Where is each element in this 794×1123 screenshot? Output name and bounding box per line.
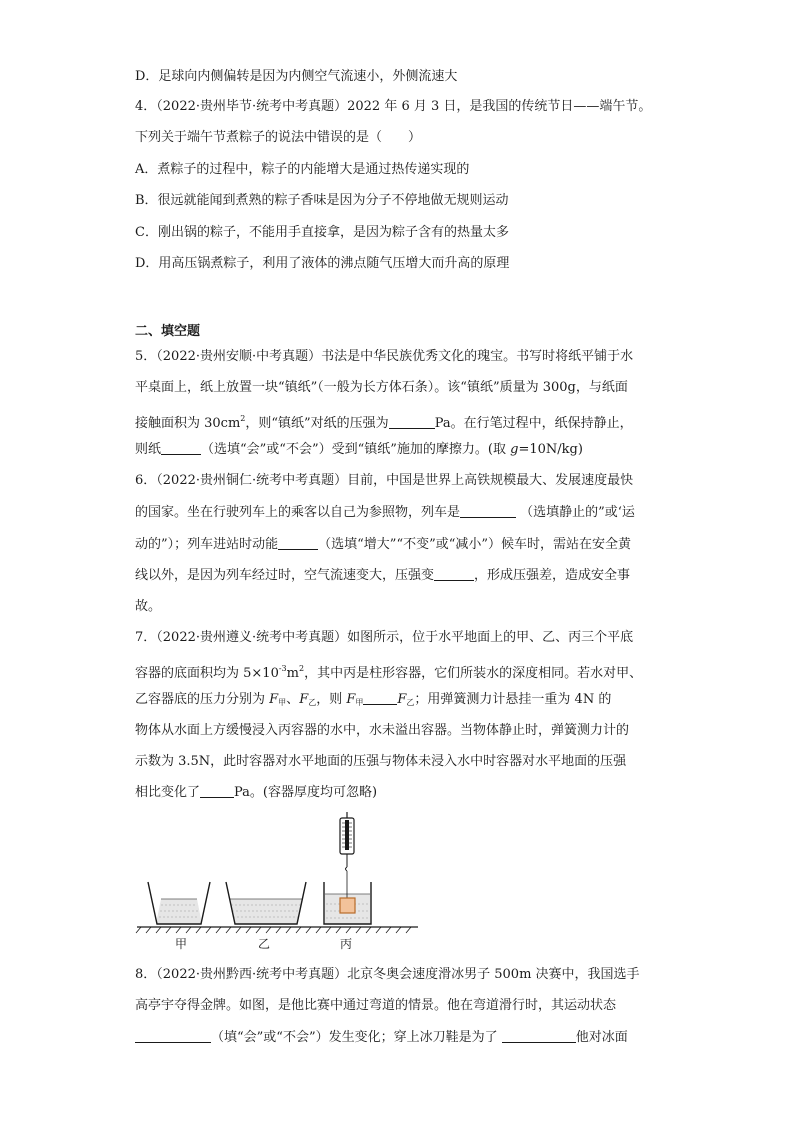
q8-line3-text-b: 他对冰面 — [575, 1030, 628, 1045]
q5-superscript: 2 — [240, 414, 246, 423]
q7-sub-jia-1: 甲 — [278, 698, 287, 707]
q7-sub-jia-2: 甲 — [355, 698, 364, 707]
q7-line2-text-a: 容器的底面积均为 5×10 — [135, 666, 279, 681]
q7-F-symbol-4: F — [397, 692, 407, 707]
q7-separator: 、 — [286, 692, 300, 707]
container-jia — [148, 882, 210, 924]
q8-blank-pressure[interactable] — [502, 1028, 576, 1043]
label-jia: 甲 — [175, 937, 188, 951]
q6-line5: 故。 — [135, 599, 162, 614]
q7-line2-text-c: ，其中丙是柱形容器，它们所装水的深度相同。若水对甲、 — [304, 666, 643, 681]
q7-F-symbol-2: F — [299, 692, 309, 707]
q5-line1: 5．（2022·贵州安顺·中考真题）书法是中华民族优秀文化的瑰宝。书写时将纸平铺于水 — [135, 349, 634, 364]
q6-line3 — [135, 535, 631, 555]
q5-blank-friction[interactable] — [161, 440, 201, 455]
q8-line1: 8．（2022·贵州黔西·统考中考真题）北京冬奥会速度滑冰男子 500m 决赛中，我国选手 — [135, 967, 640, 982]
q7-line1: 7．（2022·贵州遵义·统考中考真题）如图所示，位于水平地面上的甲、乙、丙三个平底 — [135, 630, 634, 645]
section-heading: 二、填空题 — [135, 324, 201, 339]
hanging-block — [340, 898, 355, 913]
q6-blank-pressure[interactable] — [434, 566, 474, 581]
q7-blank-pressure-change[interactable] — [200, 783, 234, 798]
q7-line2-unit: m — [286, 666, 299, 681]
q6-blank-reference[interactable] — [460, 503, 516, 518]
q7-sub-yi-1: 乙 — [308, 698, 317, 707]
q7-line6 — [135, 783, 377, 803]
q4-option-b: B．很远就能闻到煮熟的粽子香味是因为分子不停地做无规则运动 — [135, 193, 509, 208]
q4-stem-line2: 下列关于端午节煮粽子的说法中错误的是（ ） — [135, 130, 422, 145]
q5-blank-pressure[interactable] — [389, 414, 435, 429]
q7-blank-compare[interactable] — [363, 690, 397, 705]
label-bing: 丙 — [340, 937, 353, 951]
q6-blank-kinetic[interactable] — [278, 535, 318, 550]
q7-line6-text-b: Pa。(容器厚度均可忽略) — [234, 785, 378, 800]
q8-line3 — [135, 1028, 628, 1048]
q5-line3 — [135, 409, 633, 434]
label-yi: 乙 — [258, 937, 271, 951]
q7-line3-text-a: 乙容器底的压力分别为 — [135, 692, 270, 707]
q7-F-symbol-1: F — [269, 692, 279, 707]
spring-scale — [340, 812, 354, 871]
q5-line3-text-a: 接触面积为 30cm — [135, 416, 241, 431]
q7-F-symbol-3: F — [346, 692, 356, 707]
q5-line4-text-c: =10N/kg) — [518, 442, 583, 457]
q6-line3-text-a: 动的”）；列车进站时动能 — [135, 537, 279, 552]
q8-blank-motion[interactable] — [135, 1028, 211, 1043]
q7-line3-text-b: ，则 — [316, 692, 347, 707]
container-yi — [226, 882, 306, 924]
q5-line2: 平桌面上，纸上放置一块“镇纸”（一般为长方体石条）。该“镇纸”质量为 300g，与纸面 — [135, 380, 628, 395]
q6-line1: 6．（2022·贵州铜仁·统考中考真题）目前，中国是世界上高铁规模最大、发展速度最快 — [135, 473, 634, 488]
q7-line6-text-a: 相比变化了 — [135, 785, 201, 800]
q8-line2: 高亭宇夺得金牌。如图，是他比赛中通过弯道的情景。他在弯道滑行时，其运动状态 — [135, 998, 617, 1013]
q7-line2 — [135, 659, 642, 684]
q4-option-a: A．煮粽子的过程中，粽子的内能增大是通过热传递实现的 — [135, 162, 470, 177]
q6-line4-text-b: ，形成压强差，造成安全事 — [474, 568, 631, 583]
q7-line3 — [135, 690, 611, 713]
q7-exponent: -3 — [278, 664, 287, 673]
q5-line3-text-b: ，则“镇纸”对纸的压强为 — [245, 416, 389, 431]
q6-line4 — [135, 566, 630, 586]
q6-line4-text-a: 线以外，是因为列车经过时，空气流速变大，压强变 — [135, 568, 435, 583]
q5-line4-text-b: （选填“会”或“不会”）受到“镇纸”施加的摩擦力。(取 — [201, 442, 511, 457]
q7-line3-text-c: ；用弹簧测力计悬挂一重为 4N 的 — [414, 692, 612, 707]
q7-sub-yi-2: 乙 — [406, 698, 415, 707]
q6-line2-text-a: 的国家。坐在行驶列车上的乘客以自己为参照物，列车是 — [135, 505, 461, 520]
q6-line2-text-b: （选填静止的”或‘运 — [520, 505, 635, 520]
q5-g-symbol: g — [510, 442, 519, 457]
q4-option-d: D．用高压锅煮粽子，利用了液体的沸点随气压增大而升高的原理 — [135, 256, 510, 271]
q7-line5: 示数为 3.5N，此时容器对水平地面的压强与物体未浸入水中时容器对水平地面的压强 — [135, 754, 627, 769]
q5-line3-text-c: Pa。在行笔过程中，纸保持静止， — [434, 416, 633, 431]
q5-line4-text-a: 则纸 — [135, 442, 162, 457]
q7-unit-exponent: 2 — [298, 664, 305, 673]
q8-line3-text-a: （填“会”或“不会”）发生变化；穿上冰刀鞋是为了 — [211, 1030, 502, 1045]
q6-line3-text-b: （选填“增大”“不变”或“减小”）候车时，需站在安全黄 — [318, 537, 632, 552]
q6-line2 — [135, 503, 635, 523]
q4-option-c: C．刚出锅的粽子，不能用手直接拿，是因为粽子含有的热量太多 — [135, 225, 509, 240]
q4-stem-line1: 4．（2022·贵州毕节·统考中考真题）2022 年 6 月 3 日，是我国的传统节日——端午节。 — [135, 99, 652, 114]
ground-hatching — [136, 927, 411, 933]
q5-line4 — [135, 440, 583, 460]
q3-option-d: D．足球向内侧偏转是因为内侧空气流速小，外侧流速大 — [135, 69, 458, 84]
q7-line4: 物体从水面上方缓慢浸入丙容器的水中，水未溢出容器。当物体静止时，弹簧测力计的 — [135, 723, 630, 738]
